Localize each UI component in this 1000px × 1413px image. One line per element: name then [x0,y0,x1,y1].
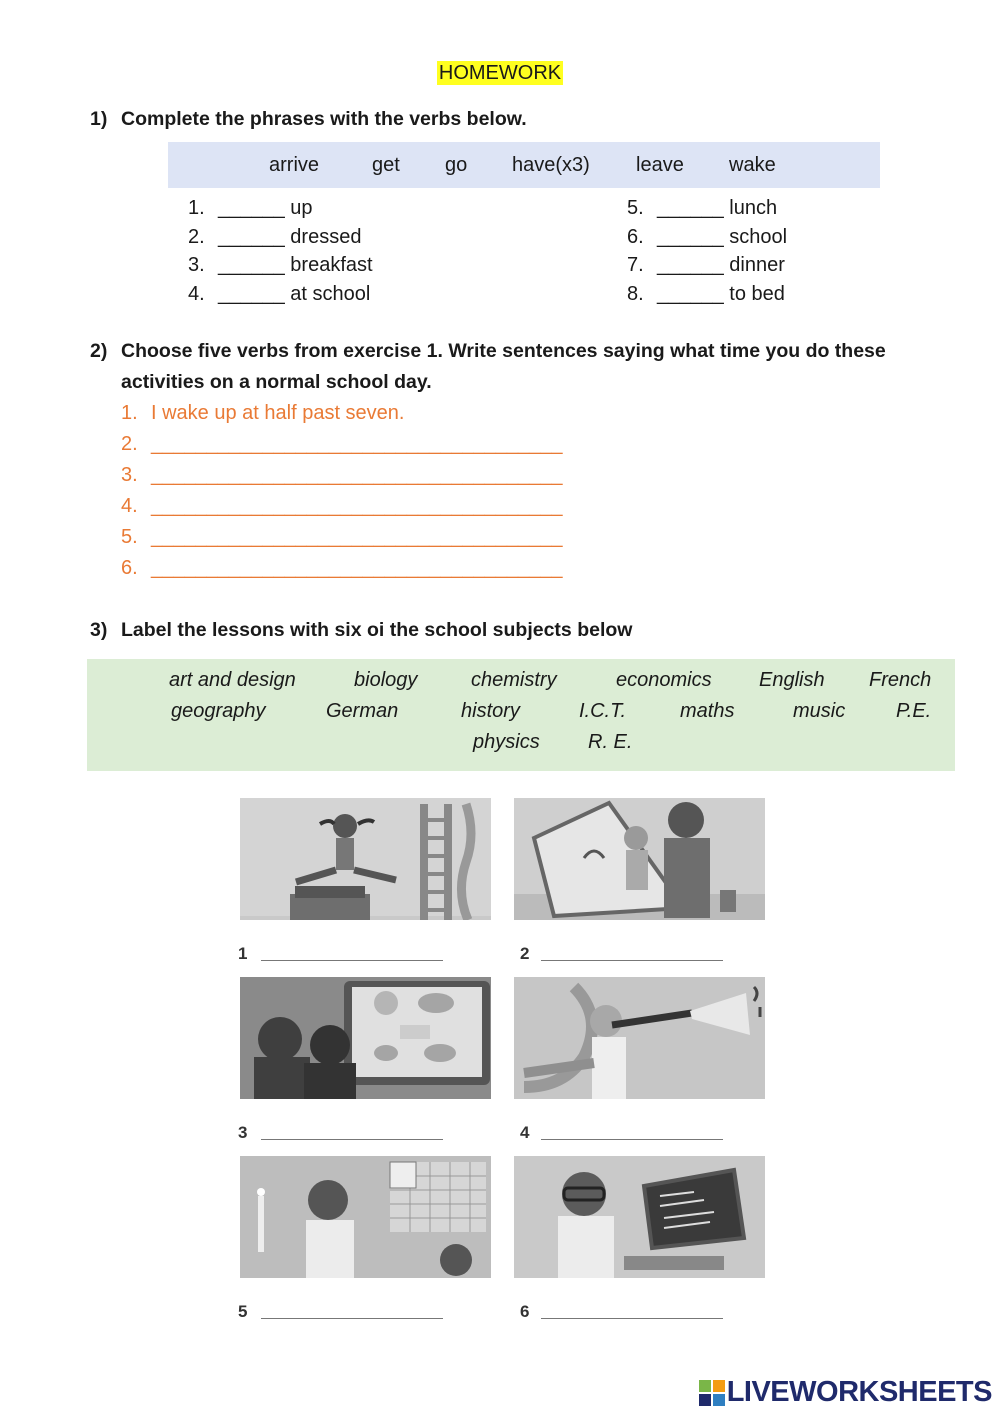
phrase-item: 8. ______ to bed [627,282,785,305]
answer-line[interactable] [261,960,443,961]
computer-illustration [514,1156,765,1278]
liveworksheets-logo: LIVEWORKSHEETS [699,1376,992,1409]
picture-number: 3 [238,1123,248,1142]
phrases-right-column [627,194,787,308]
lesson-picture-music [514,977,765,1099]
answer-line[interactable] [261,1139,443,1140]
sentence-example: 1. I wake up at half past seven. [121,402,405,424]
subject-word: physics [473,731,540,753]
subject-word: maths [680,700,735,722]
sentence-line[interactable]: 2. _____________________________________ [121,433,563,455]
lesson-picture-pe [240,798,491,920]
subjects-box [87,659,955,771]
picture-number: 5 [238,1302,248,1321]
verb-word: wake [729,153,776,176]
lesson-picture-chemistry [240,1156,491,1278]
phrase-item: 5. ______ lunch [627,197,778,219]
lesson-picture-art [514,798,765,920]
lesson-picture-ict [514,1156,765,1278]
subject-word: P.E. [896,700,932,722]
liveworksheets-logo-icon [699,1380,725,1406]
chemistry-lab-illustration [240,1156,491,1278]
sentence-line[interactable]: 3. _____________________________________ [121,464,563,486]
subject-word: economics [616,669,712,691]
verb-word: leave [636,153,684,176]
sentence-line[interactable]: 5. _____________________________________ [121,526,563,548]
subject-word: German [326,700,399,722]
subject-word: chemistry [471,669,557,691]
lesson-picture-biology [240,977,491,1099]
phrase-item: 6. ______ school [627,225,788,248]
sentence-line[interactable]: 6. _____________________________________ [121,557,563,579]
phrases-left-column [188,194,373,308]
picture-number: 6 [520,1302,530,1321]
sentence-lines [121,398,563,584]
phrase-item: 4. ______ at school [188,282,371,305]
subject-word: music [793,700,846,722]
flute-player-illustration [514,977,765,1099]
verb-box [168,142,880,188]
picture-number: 1 [238,944,248,963]
phrase-item: 2. ______ dressed [188,225,362,248]
sentence-line[interactable]: 4. _____________________________________ [121,495,563,517]
exercise-1-heading: 1) Complete the phrases with the verbs below. [90,108,527,130]
subject-word: geography [171,700,266,722]
verb-word: have(x3) [512,153,590,176]
gymnast-illustration [240,798,491,920]
subject-word: I.C.T. [579,700,627,722]
exercise-3-heading: 3) Label the lessons with six oi the school subjects below [90,619,633,641]
answer-line[interactable] [541,1139,723,1140]
phrase-item: 1. ______ up [188,197,313,219]
exercise-2-heading: 2) Choose five verbs from exercise 1. Write sentences saying what time you do these activities on a normal school day. [90,340,886,393]
frog-lifecycle-illustration [240,977,491,1099]
page-title: HOMEWORK [438,62,562,84]
picture-number: 4 [520,1123,530,1142]
verb-word: get [372,153,400,176]
subject-word: R. E. [588,731,633,753]
answer-line[interactable] [261,1318,443,1319]
subject-word: French [869,669,932,691]
subject-word: history [461,700,520,722]
answer-line[interactable] [541,960,723,961]
phrase-item: 3. ______ breakfast [188,254,373,276]
subject-word: English [759,669,825,691]
phrase-item: 7. ______ dinner [627,254,785,276]
answer-line[interactable] [541,1318,723,1319]
picture-number: 2 [520,944,530,963]
subject-word: art and design [169,669,296,691]
verb-word: go [445,153,468,176]
painting-illustration [514,798,765,920]
verb-word: arrive [269,153,320,176]
subject-word: biology [354,669,418,691]
